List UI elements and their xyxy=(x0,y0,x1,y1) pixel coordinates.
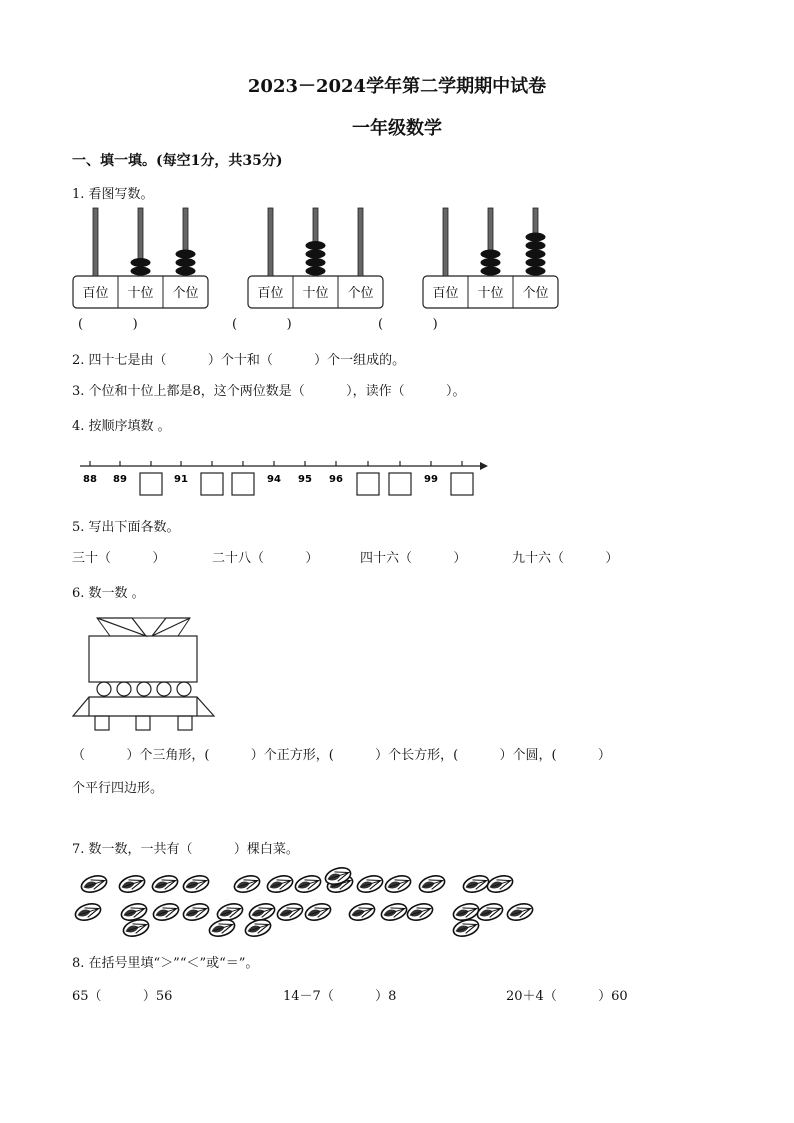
place-label: 十位 xyxy=(477,286,504,301)
q7-text: 7. 数一数，一共有（ ）棵白菜。 xyxy=(72,842,299,857)
section-heading: 一、填一填。(每空1分，共35分) xyxy=(72,153,283,169)
place-label: 百位 xyxy=(82,286,109,301)
q1-prompt: 1. 看图写数。 xyxy=(72,187,154,202)
cabbage-icon xyxy=(475,901,504,923)
number-line-label: 89 xyxy=(113,474,127,485)
cabbage-icon xyxy=(232,873,261,895)
place-label: 个位 xyxy=(172,286,199,301)
place-label: 百位 xyxy=(257,286,284,301)
number-line-label: 91 xyxy=(174,474,188,485)
cabbage-icon xyxy=(151,901,180,923)
exam-subtitle: 一年级数学 xyxy=(352,118,442,139)
q6-line-2: 个平行四边形。 xyxy=(72,781,164,796)
cabbage-icon xyxy=(150,873,179,895)
q6-prompt: 6. 数一数 。 xyxy=(72,586,145,601)
q1-answer-1[interactable]: ( ) xyxy=(78,317,138,332)
place-label: 十位 xyxy=(127,286,154,301)
cabbage-icon xyxy=(347,901,376,923)
number-line-label: 94 xyxy=(267,474,281,485)
q6-line-1: （ ）个三角形，( ）个正方形，( ）个长方形，( ）个圆，( ） xyxy=(72,748,611,763)
cabbage-icon xyxy=(117,873,146,895)
cabbage-icon xyxy=(417,873,446,895)
q1-answer-2[interactable]: ( ) xyxy=(232,317,292,332)
number-line-label: 96 xyxy=(329,474,343,485)
cabbage-icon xyxy=(207,917,236,939)
cabbage-icon xyxy=(405,901,434,923)
q8-item-2: 14－7（ ）8 xyxy=(283,989,397,1004)
q4-prompt: 4. 按顺序填数 。 xyxy=(72,419,171,434)
number-line-label: 95 xyxy=(298,474,312,485)
place-label: 十位 xyxy=(302,286,329,301)
cabbage-icon xyxy=(383,873,412,895)
cabbage-icon xyxy=(379,901,408,923)
q5-item-1: 三十（ ） xyxy=(72,551,166,566)
cabbage-icon xyxy=(355,873,384,895)
cabbage-icon xyxy=(73,901,102,923)
cabbage-icon xyxy=(243,917,272,939)
q5-item-2: 二十八（ ） xyxy=(212,551,319,566)
q8-prompt: 8. 在括号里填“＞”“＜”或“＝”。 xyxy=(72,956,259,971)
cabbage-icon xyxy=(79,873,108,895)
cabbage-icon xyxy=(265,873,294,895)
q1-answer-3[interactable]: ( ) xyxy=(378,317,438,332)
cabbage-icon xyxy=(293,873,322,895)
cabbage-icon xyxy=(505,901,534,923)
cabbage-icon xyxy=(275,901,304,923)
cabbage-icon xyxy=(303,901,332,923)
number-line-label: 88 xyxy=(83,474,97,485)
cabbage-icon xyxy=(181,901,210,923)
cabbage-icon xyxy=(451,917,480,939)
cabbage-icon xyxy=(181,873,210,895)
q5-item-4: 九十六（ ） xyxy=(512,551,619,566)
q5-item-3: 四十六（ ） xyxy=(360,551,467,566)
number-line-label: 99 xyxy=(424,474,438,485)
exam-title: 2023－2024学年第二学期期中试卷 xyxy=(247,76,547,97)
cabbage-icon xyxy=(485,873,514,895)
q2-text: 2. 四十七是由（ ）个十和（ ）个一组成的。 xyxy=(72,353,406,368)
q5-prompt: 5. 写出下面各数。 xyxy=(72,520,180,535)
place-label: 百位 xyxy=(432,286,459,301)
q8-item-3: 20＋4（ ）60 xyxy=(506,989,628,1004)
q8-item-1: 65（ ）56 xyxy=(72,989,173,1004)
cabbage-icon xyxy=(461,873,490,895)
place-label: 个位 xyxy=(522,286,549,301)
place-label: 个位 xyxy=(347,286,374,301)
q3-text: 3. 个位和十位上都是8，这个两位数是（ ），读作（ ）。 xyxy=(72,384,466,399)
